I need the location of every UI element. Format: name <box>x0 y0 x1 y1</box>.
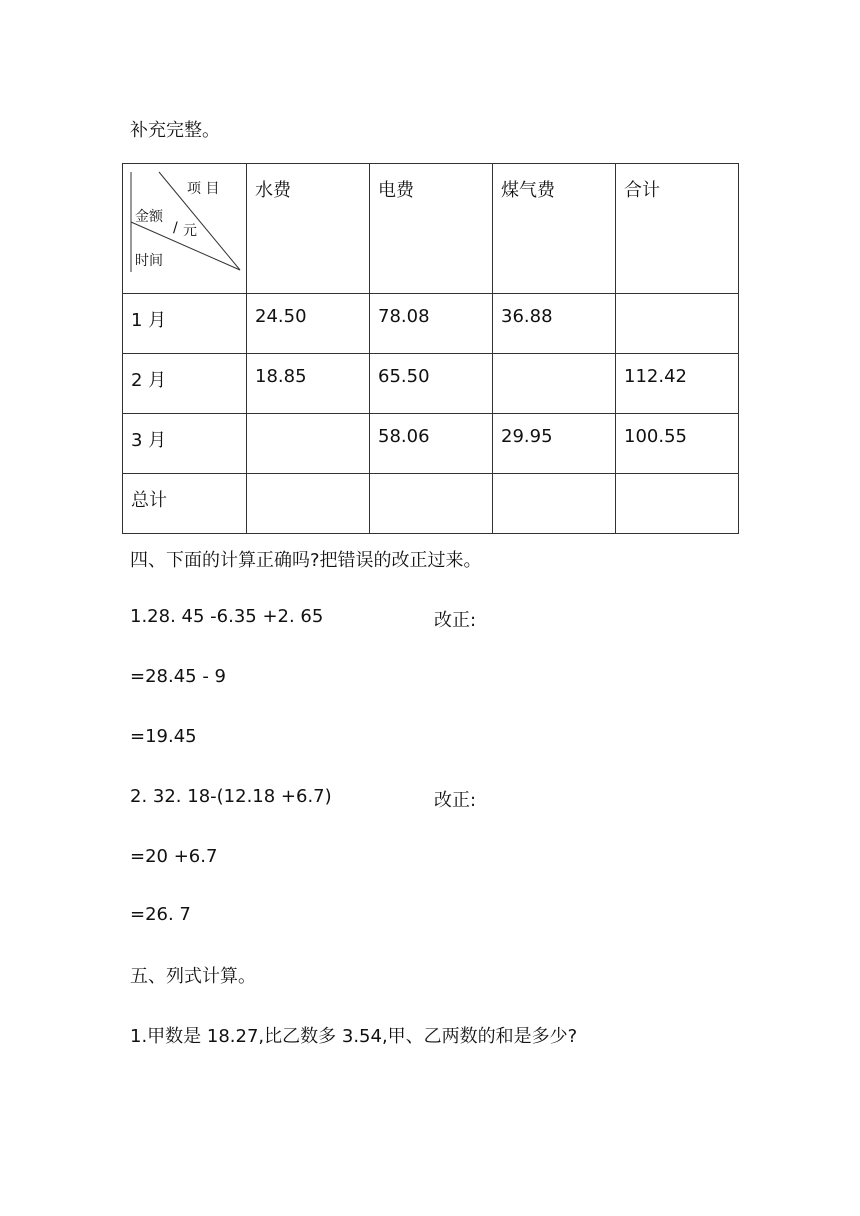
row-label: 3 月 <box>123 414 247 474</box>
corner-item-label: 项 目 <box>187 181 220 197</box>
section4-title: 四、下面的计算正确吗?把错误的改正过来。 <box>130 550 482 571</box>
corner-unit-label: 元 <box>183 223 197 239</box>
table-cell <box>370 474 493 534</box>
problem2-step2: =26. 7 <box>130 904 191 925</box>
table-cell: 36.88 <box>493 294 616 354</box>
table-cell <box>247 474 370 534</box>
corner-time-label: 时间 <box>135 253 163 269</box>
row-label: 2 月 <box>123 354 247 414</box>
diagonal-header-cell <box>123 164 247 294</box>
table-cell: 24.50 <box>247 294 370 354</box>
table-cell <box>616 474 739 534</box>
table-cell: 18.85 <box>247 354 370 414</box>
table-cell <box>616 294 739 354</box>
table-cell: 112.42 <box>616 354 739 414</box>
section3-tail-text: 补充完整。 <box>130 120 220 141</box>
table-cell: 65.50 <box>370 354 493 414</box>
header-water: 水费 <box>247 164 370 294</box>
problem1-fix-label: 改正: <box>434 610 477 631</box>
table-row <box>123 354 739 414</box>
section5-question1: 1.甲数是 18.27,比乙数多 3.54,甲、乙两数的和是多少? <box>130 1026 578 1047</box>
corner-amount-label: 金额 <box>135 209 163 225</box>
header-total: 合计 <box>616 164 739 294</box>
corner-slash: / <box>173 220 178 236</box>
table-cell: 78.08 <box>370 294 493 354</box>
problem2-fix-label: 改正: <box>434 790 477 811</box>
table-cell: 58.06 <box>370 414 493 474</box>
table-row <box>123 294 739 354</box>
problem1-step1: =28.45 - 9 <box>130 666 227 687</box>
problem1-step2: =19.45 <box>130 726 197 747</box>
table-cell <box>493 474 616 534</box>
table-cell: 100.55 <box>616 414 739 474</box>
table-row <box>123 414 739 474</box>
section5-title: 五、列式计算。 <box>130 966 256 987</box>
table-row-total <box>123 474 739 534</box>
table-cell <box>247 414 370 474</box>
table-cell <box>493 354 616 414</box>
header-gas: 煤气费 <box>493 164 616 294</box>
row-label: 总计 <box>123 474 247 534</box>
header-electric: 电费 <box>370 164 493 294</box>
table-header-row <box>123 164 739 294</box>
row-label: 1 月 <box>123 294 247 354</box>
problem2-expression: 2. 32. 18-(12.18 +6.7) <box>130 786 332 807</box>
problem2-step1: =20 +6.7 <box>130 846 218 867</box>
table-cell: 29.95 <box>493 414 616 474</box>
problem1-expression: 1.28. 45 -6.35 +2. 65 <box>130 606 324 627</box>
utility-fee-table <box>122 163 739 534</box>
